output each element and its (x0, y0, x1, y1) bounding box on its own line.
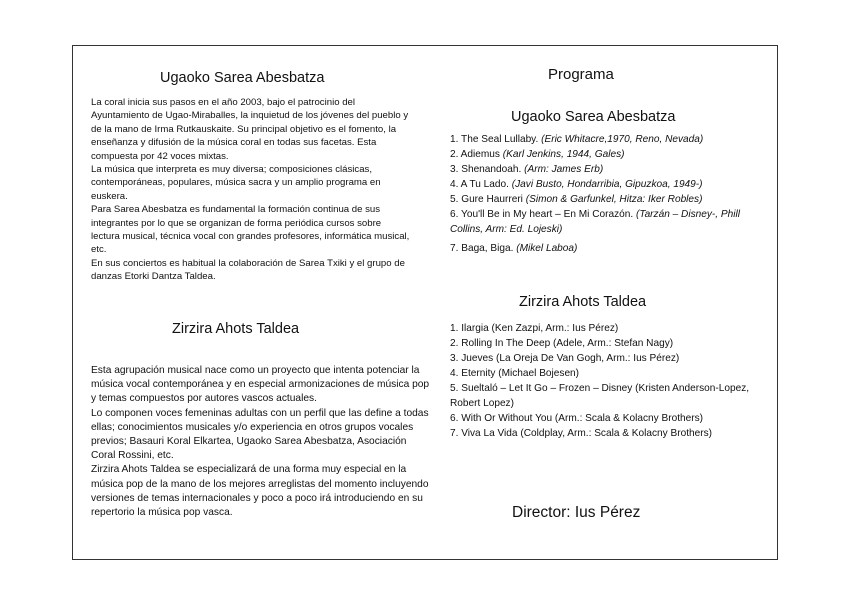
zirzira-program-list (450, 321, 768, 441)
list-item: 5. Sueltaló – Let It Go – Frozen – Disney (Kristen Anderson-Lopez, Robert Lopez) (450, 383, 750, 409)
zirzira-paragraph: Esta agrupación musical nace como un proyecto que intenta potenciar la música vocal contemporánea y en especial armonizaciones de música pop y temas compuestos por autores vascos actuales. (91, 365, 430, 405)
list-item: 6. With Or Without You (Arm.: Scala & Kolacny Brothers) (450, 413, 703, 424)
list-item: 2. Rolling In The Deep (Adele, Arm.: Stefan Nagy) (450, 338, 674, 349)
list-item: 2. Adiemus (Karl Jenkins, 1944, Gales) (450, 149, 625, 160)
zirzira-heading: Zirzira Ahots Taldea (172, 321, 300, 337)
list-item: 1. Ilargia (Ken Zazpi, Arm.: Ius Pérez) (450, 323, 619, 334)
list-item: 7. Baga, Biga. (Mikel Laboa) (450, 243, 578, 254)
list-item: 5. Gure Haurreri (Simon & Garfunkel, Hitza: Iker Robles) (450, 194, 703, 205)
list-item: 1. The Seal Lullaby. (Eric Whitacre,1970, Reno, Nevada) (450, 134, 704, 145)
list-item: 3. Shenandoah. (Arm: James Erb) (450, 164, 604, 175)
programa-zirzira-heading: Zirzira Ahots Taldea (519, 294, 647, 310)
list-item: 3. Jueves (La Oreja De Van Gogh, Arm.: Ius Pérez) (450, 353, 680, 364)
zirzira-description (91, 364, 431, 520)
director-credit: Director: Ius Pérez (512, 504, 641, 521)
sarea-paragraph: En sus conciertos es habitual la colaboración de Sarea Txiki y el grupo de danzas Etorki Dantza Taldea. (91, 257, 405, 283)
programa-title: Programa (548, 66, 614, 83)
list-item: 4. Eternity (Michael Bojesen) (450, 368, 580, 379)
list-item: 4. A Tu Lado. (Javi Busto, Hondarribia, Gipuzkoa, 1949-) (450, 179, 703, 190)
sarea-heading: Ugaoko Sarea Abesbatza (160, 70, 325, 86)
sarea-paragraph: Para Sarea Abesbatza es fundamental la formación continua de sus integrantes por lo que se organizan de forma periódica cursos sobre lectura musical, técnica vocal con grandes profesores, informática musical, etc. (91, 204, 410, 256)
sarea-paragraph: La música que interpreta es muy diversa; composiciones clásicas, contemporáneas, populares, música sacra y un amplio programa en euskera. (91, 164, 381, 202)
sarea-description (91, 96, 411, 284)
sarea-program-list (450, 132, 768, 256)
list-item: 7. Viva La Vida (Coldplay, Arm.: Scala & Kolacny Brothers) (450, 428, 713, 439)
programa-sarea-heading: Ugaoko Sarea Abesbatza (511, 109, 676, 125)
zirzira-paragraph: Lo componen voces femeninas adultas con un perfil que las define a todas ellas; conocimientos musicales y/o experiencia en otros grupos vocales previos; Basauri Koral Elkartea, Ugaoko Sarea Abesbatza, Asociación Coral Rossini, etc. (91, 407, 429, 462)
zirzira-paragraph: Zirzira Ahots Taldea se especializará de una forma muy especial en la música pop de la mano de los mejores arreglistas del momento incluyendo versiones de temas internacionales y poco a poco irá introduciendo en su repertorio la música pop vasca. (91, 464, 429, 519)
list-item: 6. You'll Be in My heart – En Mi Corazón. (Tarzán – Disney-, Phill Collins, Arm: Ed. Lojeski) (450, 209, 740, 235)
sarea-paragraph: La coral inicia sus pasos en el año 2003, bajo el patrocinio del Ayuntamiento de Ugao-Miraballes, la inquietud de los jóvenes del pueblo y de la mano de Irma Rutkauskaite. Su principal objetivo es el fomento, la enseñanza y difusión de la música coral en todas sus facetas. Esta compuesta por 42 voces mixtas. (91, 97, 409, 162)
